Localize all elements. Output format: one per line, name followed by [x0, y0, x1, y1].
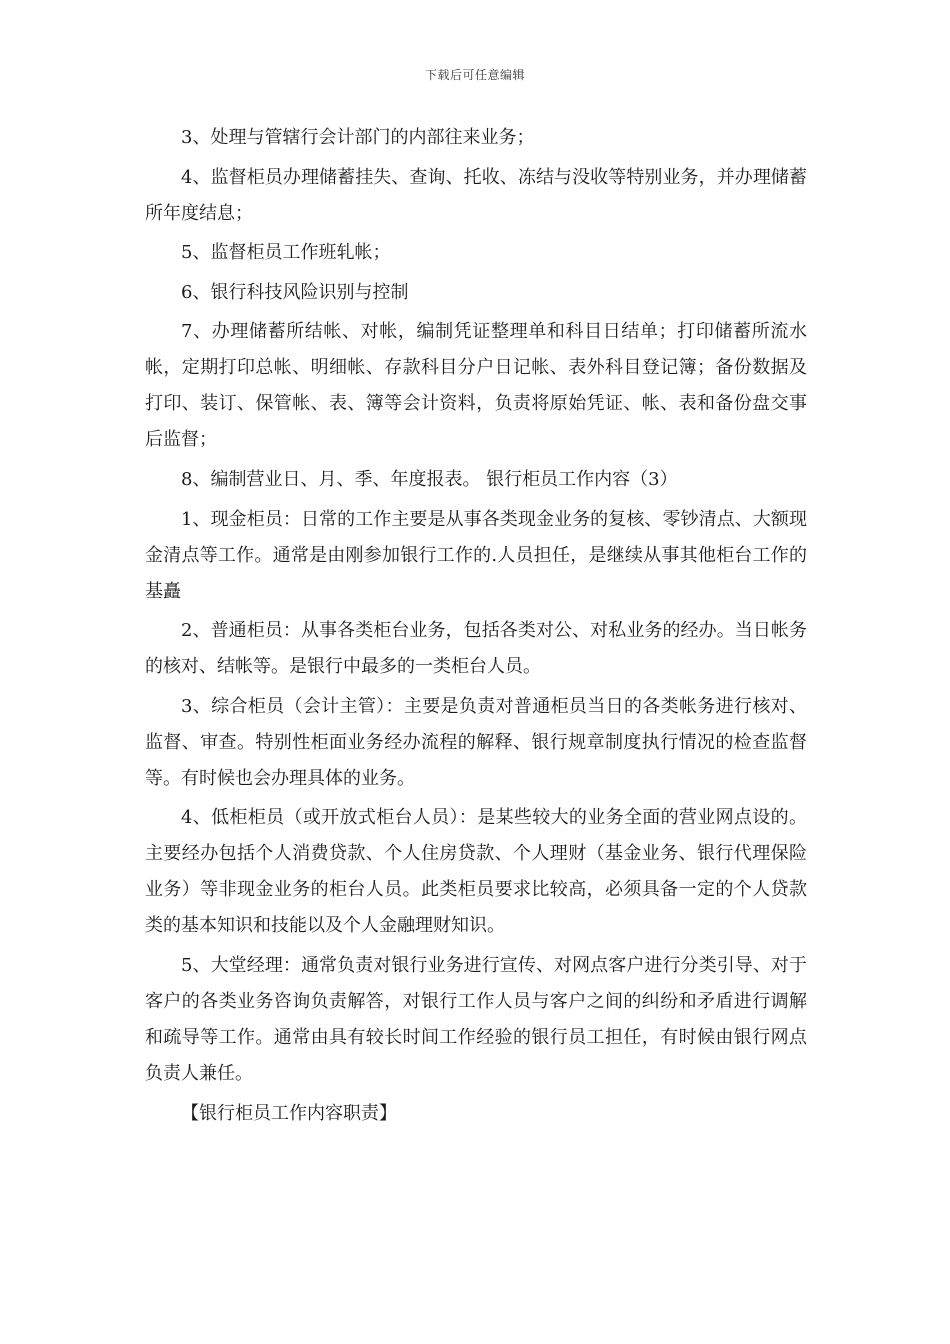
paragraph: 8、编制营业日、月、季、年度报表。 银行柜员工作内容（3）	[181, 468, 678, 490]
paragraph: 2、普通柜员：从事各类柜台业务，包括各类对公、对私业务的经办。当日帐务的核对、结帐等。是银行中最多的一类柜台人员。	[145, 620, 807, 678]
document-body	[145, 120, 807, 1135]
section-heading: 【银行柜员工作内容职责】	[181, 1102, 397, 1124]
paragraph: 4、低柜柜员（或开放式柜台人员）：是某些较大的业务全面的营业网点设的。主要经办包括个人消费贷款、个人住房贷款、个人理财（基金业务、银行代理保险业务）等非现金业务的柜台人员。此类柜员要求比较高，必须具备一定的个人贷款类的基本知识和技能以及个人金融理财知识。	[145, 807, 807, 937]
paragraph: 5、大堂经理：通常负责对银行业务进行宣传、对网点客户进行分类引导、对于客户的各类业务咨询负责解答，对银行工作人员与客户之间的纠纷和矛盾进行调解和疏导等工作。通常由具有较长时间工作经验的银行员工担任，有时候由银行网点负责人兼任。	[145, 954, 807, 1084]
paragraph: 6、银行科技风险识别与控制	[181, 281, 409, 303]
paragraph: 3、综合柜员（会计主管）：主要是负责对普通柜员当日的各类帐务进行核对、监督、审查。特别性柜面业务经办流程的解释、银行规章制度执行情况的检查监督等。有时候也会办理具体的业务。	[145, 695, 807, 789]
page-header: 下载后可任意编辑	[424, 68, 525, 82]
paragraph: 3、处理与管辖行会计部门的内部往来业务；	[181, 127, 535, 148]
paragraph: 1、现金柜员：日常的工作主要是从事各类现金业务的复核、零钞清点、大额现金清点等工作。通常是由刚参加银行工作的.人员担任，是继续从事其他柜台工作的基矗	[145, 508, 807, 602]
paragraph: 7、办理储蓄所结帐、对帐，编制凭证整理单和科目日结单；打印储蓄所流水帐，定期打印总帐、明细帐、存款科目分户日记帐、表外科目登记簿；备份数据及打印、装订、保管帐、表、簿等会计资料，负责将原始凭证、帐、表和备份盘交事后监督；	[145, 321, 807, 451]
paragraph: 4、监督柜员办理储蓄挂失、查询、托收、冻结与没收等特别业务，并办理储蓄所年度结息；	[145, 166, 807, 224]
paragraph: 5、监督柜员工作班轧帐；	[181, 242, 391, 264]
